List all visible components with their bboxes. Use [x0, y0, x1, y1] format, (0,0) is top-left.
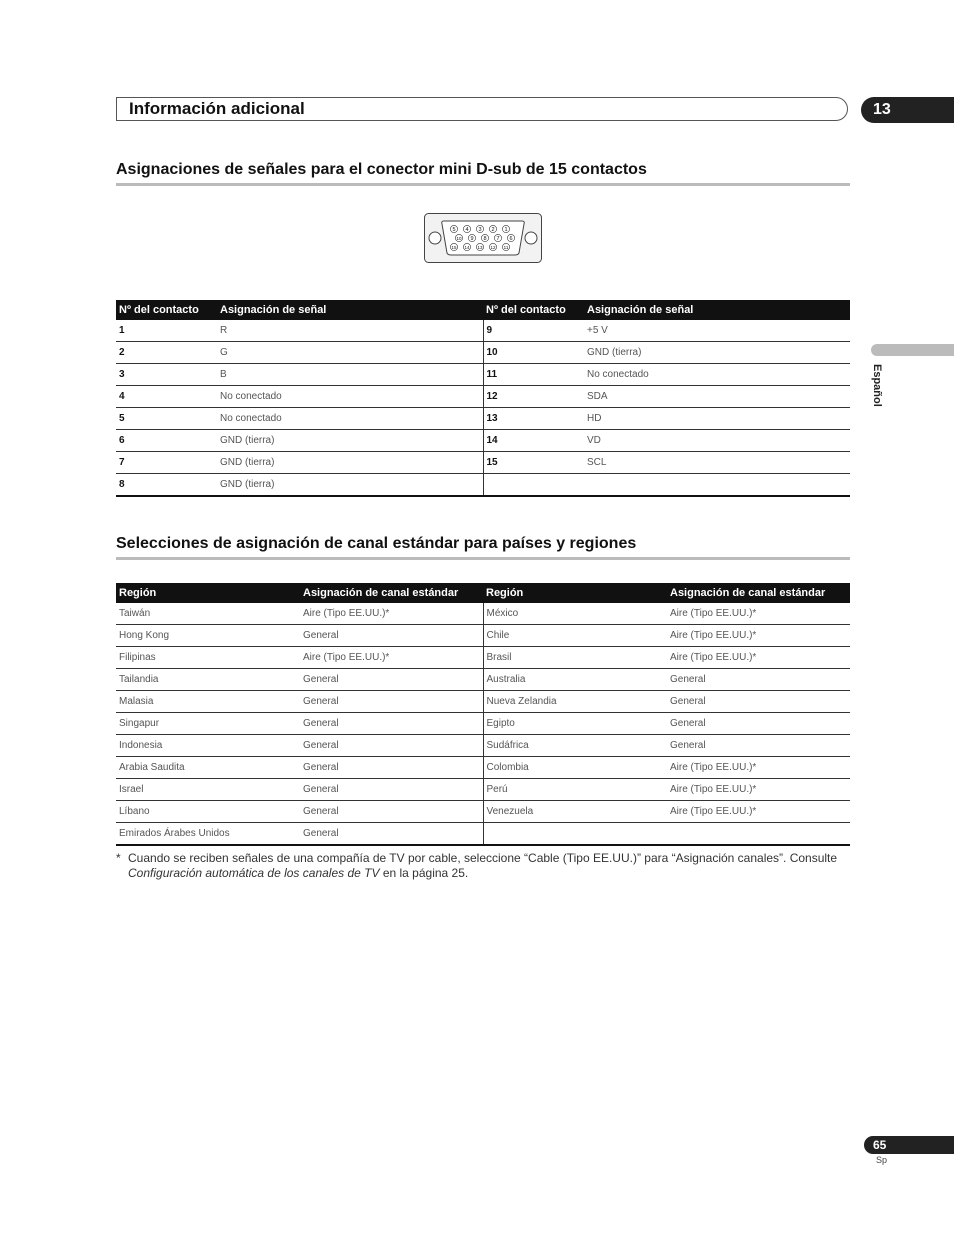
table-cell: General: [300, 801, 483, 823]
connector-pin-label: 14: [464, 245, 470, 250]
table-cell: Australia: [483, 669, 667, 691]
table-cell: 12: [483, 386, 584, 408]
table-cell: Aire (Tipo EE.UU.)*: [300, 603, 483, 625]
table-cell: Hong Kong: [116, 625, 300, 647]
table-cell: Aire (Tipo EE.UU.)*: [300, 647, 483, 669]
column-header: Región: [116, 583, 300, 603]
connector-pin-label: 11: [503, 245, 509, 250]
table-row: [116, 320, 850, 342]
table-cell: General: [300, 735, 483, 757]
table-cell: 4: [116, 386, 217, 408]
table-cell: No conectado: [217, 408, 483, 430]
table-row: [116, 603, 850, 625]
table-cell: [483, 823, 667, 846]
table-cell: Aire (Tipo EE.UU.)*: [667, 757, 850, 779]
connector-pin-label: 15: [451, 245, 457, 250]
pin-assignment-table: [116, 300, 850, 497]
table-cell: GND (tierra): [584, 342, 850, 364]
table-cell: General: [300, 625, 483, 647]
page-number: 65: [864, 1136, 954, 1154]
table-cell: Singapur: [116, 713, 300, 735]
table-cell: Filipinas: [116, 647, 300, 669]
footnote-reference: Configuración automática de los canales de TV: [128, 866, 380, 880]
language-tab: [871, 344, 954, 356]
connector-pin-label: 1: [504, 227, 508, 233]
table-row: [116, 625, 850, 647]
table-cell: 11: [483, 364, 584, 386]
table-cell: GND (tierra): [217, 430, 483, 452]
table-cell: Sudáfrica: [483, 735, 667, 757]
connector-pin-label: 2: [491, 227, 495, 233]
table-row: [116, 386, 850, 408]
table-cell: General: [300, 757, 483, 779]
table-cell: Chile: [483, 625, 667, 647]
table-cell: Aire (Tipo EE.UU.)*: [667, 779, 850, 801]
dsub-connector-icon: [424, 213, 542, 263]
table-cell: Taiwán: [116, 603, 300, 625]
table-cell: [483, 474, 584, 497]
table-row: [116, 430, 850, 452]
table-row: [116, 342, 850, 364]
table-cell: General: [300, 669, 483, 691]
table-cell: 13: [483, 408, 584, 430]
table-cell: 5: [116, 408, 217, 430]
connector-pin-label: 13: [477, 245, 483, 250]
table-cell: SCL: [584, 452, 850, 474]
channel-assignment-table: [116, 583, 850, 846]
page-language-code: Sp: [876, 1155, 888, 1165]
column-header: Región: [483, 583, 667, 603]
table-row: [116, 713, 850, 735]
table-cell: 3: [116, 364, 217, 386]
table-cell: General: [667, 669, 850, 691]
table-cell: SDA: [584, 386, 850, 408]
table-cell: Tailandia: [116, 669, 300, 691]
table-cell: +5 V: [584, 320, 850, 342]
connector-pin-label: 10: [456, 236, 462, 241]
table-row: [116, 408, 850, 430]
table-cell: Aire (Tipo EE.UU.)*: [667, 603, 850, 625]
table-cell: Indonesia: [116, 735, 300, 757]
table-cell: No conectado: [584, 364, 850, 386]
connector-pin-label: 4: [465, 227, 469, 233]
connector-pin-label: 9: [470, 236, 474, 242]
connector-pin-label: 6: [509, 236, 513, 242]
table-cell: General: [667, 713, 850, 735]
table-cell: General: [667, 735, 850, 757]
table-cell: Nueva Zelandia: [483, 691, 667, 713]
table-row: [116, 691, 850, 713]
table-cell: Arabia Saudita: [116, 757, 300, 779]
table-row: [116, 669, 850, 691]
table-cell: Aire (Tipo EE.UU.)*: [667, 625, 850, 647]
table-cell: General: [667, 691, 850, 713]
table-cell: General: [300, 823, 483, 846]
connector-pin-label: 3: [478, 227, 482, 233]
table-row: [116, 452, 850, 474]
column-header: Nº del contacto: [483, 300, 584, 320]
column-header: Asignación de canal estándar: [300, 583, 483, 603]
connector-pin-label: 8: [483, 236, 487, 242]
table-cell: 10: [483, 342, 584, 364]
table-cell: General: [300, 713, 483, 735]
table-row: [116, 735, 850, 757]
column-header: Asignación de señal: [584, 300, 850, 320]
table-cell: 14: [483, 430, 584, 452]
column-header: Nº del contacto: [116, 300, 217, 320]
connector-pin-label: 12: [490, 245, 496, 250]
table-cell: GND (tierra): [217, 452, 483, 474]
table-cell: VD: [584, 430, 850, 452]
table-cell: General: [300, 691, 483, 713]
table-row: [116, 757, 850, 779]
footnote: [116, 851, 856, 881]
table-cell: [667, 823, 850, 846]
table-cell: B: [217, 364, 483, 386]
language-label: Español: [871, 364, 883, 407]
footnote-text: Cuando se reciben señales de una compañía de TV por cable, seleccione “Cable (Tipo EE.UU.)” para “Asignación canales”. Consulte: [128, 851, 838, 865]
table-cell: General: [300, 779, 483, 801]
section-divider: [116, 183, 850, 186]
table-cell: 6: [116, 430, 217, 452]
table-cell: Israel: [116, 779, 300, 801]
table-cell: Líbano: [116, 801, 300, 823]
table-cell: 8: [116, 474, 217, 497]
chapter-header: [116, 97, 848, 121]
table-cell: 2: [116, 342, 217, 364]
table-row: [116, 647, 850, 669]
table-cell: Malasia: [116, 691, 300, 713]
table-cell: Aire (Tipo EE.UU.)*: [667, 647, 850, 669]
table-cell: R: [217, 320, 483, 342]
table-row: [116, 779, 850, 801]
table-row: [116, 364, 850, 386]
table-cell: HD: [584, 408, 850, 430]
connector-pin-label: 7: [496, 236, 500, 242]
table-cell: 9: [483, 320, 584, 342]
column-header: Asignación de señal: [217, 300, 483, 320]
table-cell: Egipto: [483, 713, 667, 735]
table-cell: Colombia: [483, 757, 667, 779]
section-title-pin-assignments: Asignaciones de señales para el conector mini D-sub de 15 contactos: [116, 161, 647, 178]
table-cell: Brasil: [483, 647, 667, 669]
table-cell: 15: [483, 452, 584, 474]
table-cell: GND (tierra): [217, 474, 483, 497]
table-cell: Aire (Tipo EE.UU.)*: [667, 801, 850, 823]
footnote-text-end: en la página 25.: [379, 866, 469, 880]
table-cell: No conectado: [217, 386, 483, 408]
section-divider: [116, 557, 850, 560]
chapter-title: Información adicional: [129, 99, 305, 118]
table-cell: Perú: [483, 779, 667, 801]
chapter-number-badge: 13: [861, 97, 954, 123]
table-cell: México: [483, 603, 667, 625]
connector-pin-label: 5: [452, 227, 456, 233]
table-row: [116, 474, 850, 497]
footnote-marker: *: [116, 851, 121, 865]
table-cell: 1: [116, 320, 217, 342]
table-cell: Venezuela: [483, 801, 667, 823]
section-title-channel-selection: Selecciones de asignación de canal estándar para países y regiones: [116, 535, 637, 552]
column-header: Asignación de canal estándar: [667, 583, 850, 603]
table-row: [116, 823, 850, 846]
table-row: [116, 801, 850, 823]
table-cell: [584, 474, 850, 497]
table-cell: Emirados Árabes Unidos: [116, 823, 300, 846]
table-cell: G: [217, 342, 483, 364]
table-cell: 7: [116, 452, 217, 474]
